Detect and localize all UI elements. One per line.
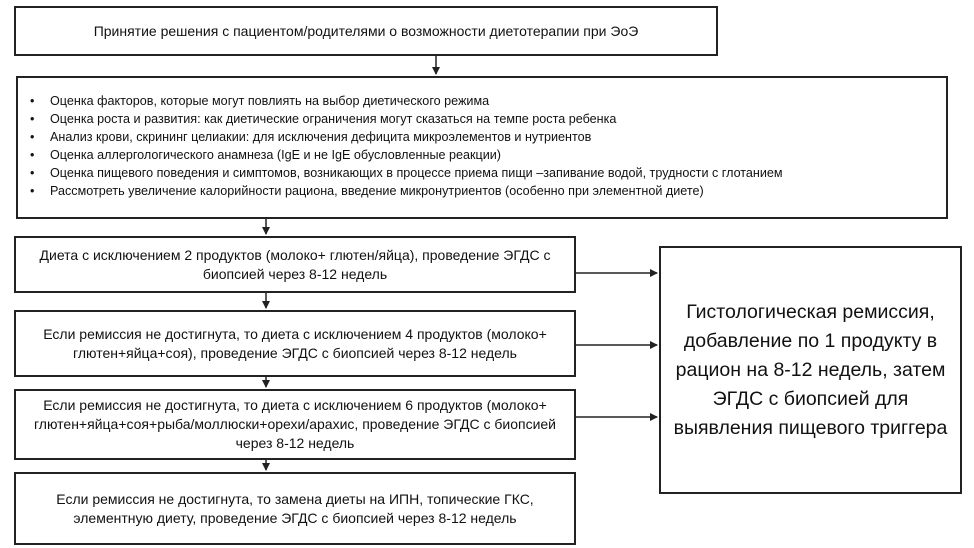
assessment-item: • Анализ крови, скрининг целиакии: для исключения дефицита микроэлементов и нутриентов [50,128,946,146]
remission-result-text: Гистологическая ремиссия, добавление по 1 продукту в рацион на 8-12 недель, затем ЭГДС с биопсией для выявления пищевого триггера [673,300,948,439]
assessment-item: • Оценка роста и развития: как диетические ограничения могут сказаться на темпе роста ребенка [50,110,946,128]
assessment-item: • Рассмотреть увеличение калорийности рациона, введение микронутриентов (особенно при элементной диете) [50,182,946,200]
assessment-item: • Оценка аллергологического анамнеза (IgE и не IgE обусловленные реакции) [50,146,946,164]
assessment-item: • Оценка факторов, которые могут повлиять на выбор диетического режима [50,92,946,110]
decision-text: Принятие решения с пациентом/родителями о возможности диетотерапии при ЭоЭ [93,22,639,39]
step-text: Если ремиссия не достигнута, то диета с исключением 6 продуктов (молоко+ глютен+яйца+соя+рыба/моллюски+орехи/арахис, проведение ЭГДС с биопсией через 8-12 недель [34,397,556,451]
step-text: Диета с исключением 2 продуктов (молоко+ глютен/яйца), проведение ЭГДС с биопсией через 8-12 недель [39,246,551,282]
step-text: Если ремиссия не достигнута, то диета с исключением 4 продуктов (молоко+ глютен+яйца+соя), проведение ЭГДС с биопсией через 8-12 недель [43,325,547,361]
step-text: Если ремиссия не достигнута, то замена диеты на ИПН, топические ГКС, элементную диету, проведение ЭГДС с биопсией через 8-12 недель [56,490,534,526]
assessment-item: • Оценка пищевого поведения и симптомов, возникающих в процессе приема пищи –запивание водой, трудности с глотанием [50,164,946,182]
